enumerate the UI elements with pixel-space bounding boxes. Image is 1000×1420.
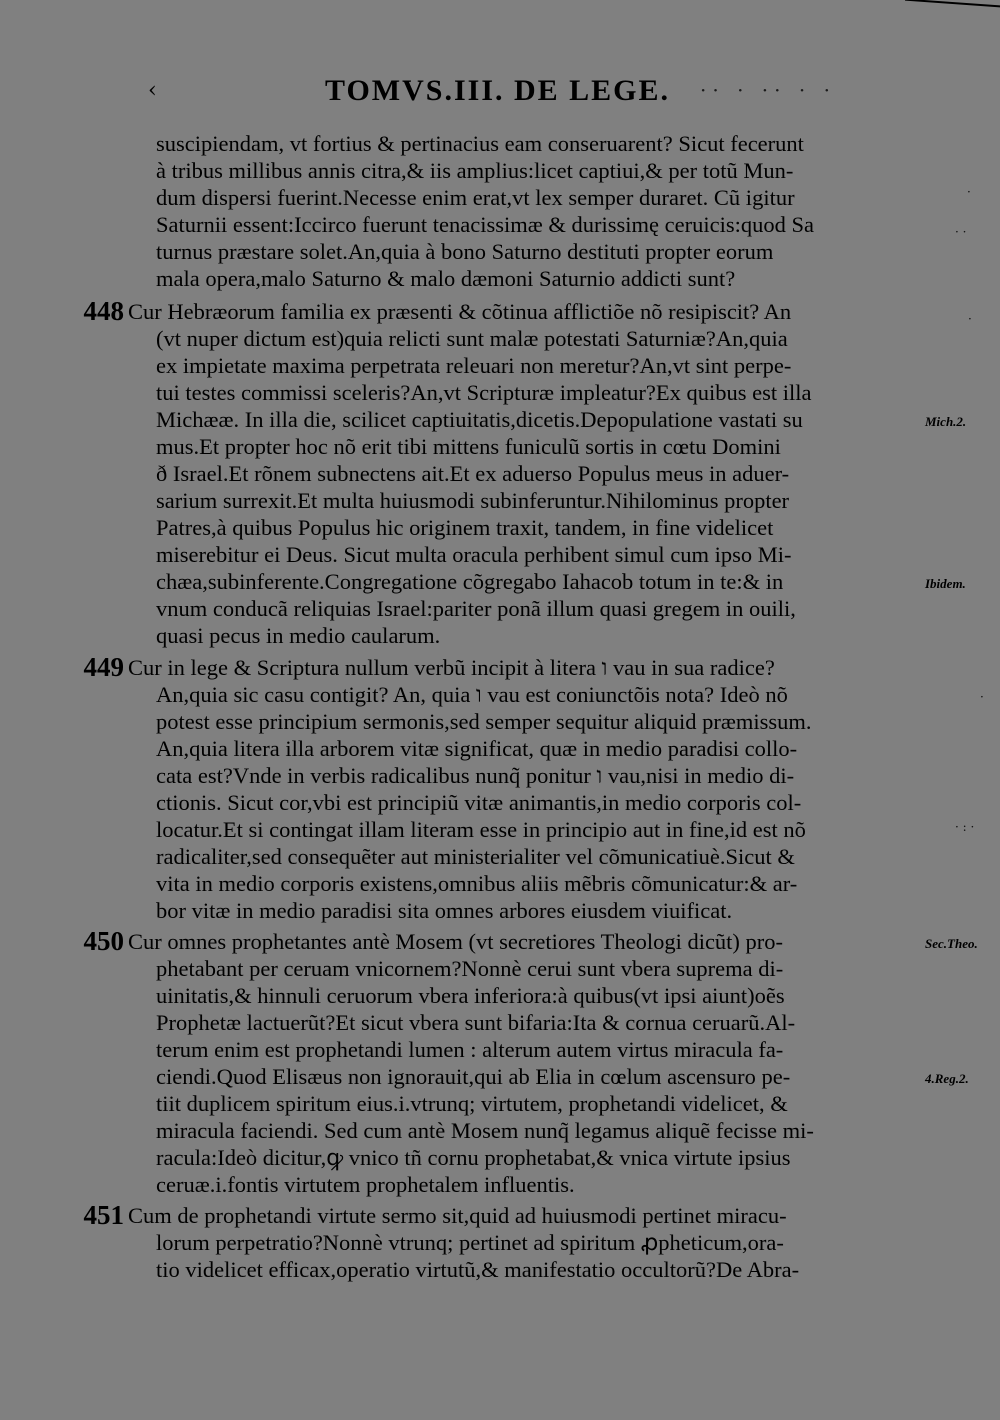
text-line: racula:Ideò dicitur,ꝙ vnico tñ cornu prophetabat,& vnica virtute ipsius [156, 1145, 791, 1170]
text-line: lorum perpetratio?Nonnè vtrunq; pertinet ad spiritum ꝓpheticum,ora- [156, 1230, 784, 1255]
text-line: mus.Et propter hoc nõ erit tibi mittens funiculũ sortis in cœtu Domini [156, 434, 781, 459]
ink-speck: · [967, 185, 971, 199]
text-line: An,quia sic casu contigit? An, quia ו vau est coniunctõis nota? Ideò nõ [156, 682, 788, 707]
text-line: Cur Hebræorum familia ex præsenti & cõtinua afflictiõe nõ resipiscit? An [128, 299, 792, 324]
ink-speck: · [980, 690, 984, 704]
question-number: 449 [83, 652, 124, 682]
text-line: tui testes commissi sceleris?An,vt Scripturæ impleatur?Ex quibus est illa [156, 380, 812, 405]
ink-speck: · : · [955, 820, 975, 834]
text-line: Saturnii essent:Iccirco fuerunt tenacissimæ & durissimę ceruicis:quod Sa [156, 212, 814, 237]
text-line: Cum de prophetandi virtute sermo sit,quid ad huiusmodi pertinet miracu- [128, 1203, 787, 1228]
text-line: terum enim est prophetandi lumen : alterum autem virtus miracula fa- [156, 1037, 784, 1062]
ink-speck: · [968, 312, 972, 326]
text-line: mala opera,malo Saturno & malo dæmoni Saturnio addicti sunt? [156, 266, 736, 291]
margin-note-sec-theo: Sec.Theo. [925, 936, 978, 951]
text-line: suscipiendam, vt fortius & pertinacius eam conseruarent? Sicut fecerunt [156, 131, 804, 156]
text-line: ceruæ.i.fontis virtutem prophetalem influentis. [156, 1172, 575, 1197]
text-line: dum dispersi fuerint.Necesse enim erat,vt lex semper duraret. Cũ igitur [156, 185, 795, 210]
page-header [0, 70, 1000, 110]
text-line: quasi pecus in medio caularum. [156, 623, 441, 648]
text-line: phetabant per ceruam vnicornem?Nonnè cerui sunt vbera suprema di- [156, 956, 784, 981]
text-line: An,quia litera illa arborem vitæ significat, quæ in medio paradisi collo- [156, 736, 798, 761]
text-line: tiit duplicem spiritum eius.i.vtrunq; virtutem, prophetandi videlicet, & [156, 1091, 788, 1116]
text-line: radicaliter,sed consequẽter aut ministerialiter vel cõmunicatiuè.Sicut & [156, 844, 795, 869]
text-line: à tribus millibus annis citra,& iis amplius:licet captiui,& per totũ Mun- [156, 158, 794, 183]
text-line: ciendi.Quod Elisæus non ignorauit,qui ab Elia in cœlum ascensuro pe- [156, 1064, 791, 1089]
text-line: Michææ. In illa die, scilicet captiuitatis,dicetis.Depopulatione vastati su [156, 407, 803, 432]
text-line: Prophetæ lactuerũt?Et sicut vbera sunt bifaria:Ita & cornua ceruarũ.Al- [156, 1010, 796, 1035]
header-ornament-left: ‹ [148, 78, 157, 103]
ink-speck: · · [955, 225, 967, 239]
question-number: 448 [83, 296, 124, 326]
text-line: vnum conducã reliquias Israel:pariter ponã illum quasi gregem in ouili, [156, 596, 796, 621]
text-line: ctionis. Sicut cor,vbi est principiũ vitæ animantis,in medio corporis col- [156, 790, 802, 815]
text-line: (vt nuper dictum est)quia relicti sunt malæ potestati Saturniæ?An,quia [156, 326, 788, 351]
text-line: chæa,subinferente.Congregatione cõgregabo Iahacob totum in te:& in [156, 569, 784, 594]
text-line: turnus præstare solet.An,quia à bono Saturno destituti propter eorum [156, 239, 774, 264]
text-line: uinitatis,& hinnuli ceruorum vbera inferiora:à quibus(vt ipsi aiunt)oẽs [156, 983, 785, 1008]
question-number: 451 [83, 1200, 124, 1230]
text-line: Cur in lege & Scriptura nullum verbũ incipit à litera ו vau in sua radice? [128, 655, 775, 680]
text-line: Patres,à quibus Populus hic originem traxit, tandem, in fine videlicet [156, 515, 774, 540]
top-rule [905, 0, 1000, 21]
margin-note-ibidem: Ibidem. [925, 576, 966, 591]
text-line: Cur omnes prophetantes antè Mosem (vt secretiores Theologi dicũt) pro- [128, 929, 784, 954]
text-line: vita in medio corporis existens,omnibus aliis mẽbris cõmunicatur:& ar- [156, 871, 798, 896]
margin-note-reg: 4.Reg.2. [925, 1071, 969, 1086]
text-line: ex impietate maxima perpetrata releuari non meretur?An,vt sint perpe- [156, 353, 792, 378]
question-number: 450 [83, 926, 124, 956]
text-line: locatur.Et si contingat illam literam esse in principio aut in fine,id est nõ [156, 817, 806, 842]
text-line: ð Israel.Et rõnem subnectens ait.Et ex aduerso Populus meus in aduer- [156, 461, 790, 486]
text-line: tio videlicet efficax,operatio virtutũ,& manifestatio occultorũ?De Abra- [156, 1257, 800, 1282]
margin-note-mich: Mich.2. [925, 414, 967, 429]
running-title: TOMVS.III. DE LEGE. [325, 74, 671, 107]
header-ornament-right: ·· · ·· · · [700, 78, 836, 102]
text-line: potest esse principium sermonis,sed semper sequitur aliquid præmissum. [156, 709, 812, 734]
text-line: miserebitur ei Deus. Sicut multa oracula perhibent simul cum ipso Mi- [156, 542, 792, 567]
text-line: miracula faciendi. Sed cum antè Mosem nunq̃ legamus aliquẽ fecisse mi- [156, 1118, 814, 1143]
text-line: bor vitæ in medio paradisi sita omnes arbores eiusdem viuificat. [156, 898, 733, 923]
text-line: sarium surrexit.Et multa huiusmodi subinferuntur.Nihilominus propter [156, 488, 790, 513]
text-line: cata est?Vnde in verbis radicalibus nunq̃ ponitur ו vau,nisi in medio di- [156, 763, 795, 788]
